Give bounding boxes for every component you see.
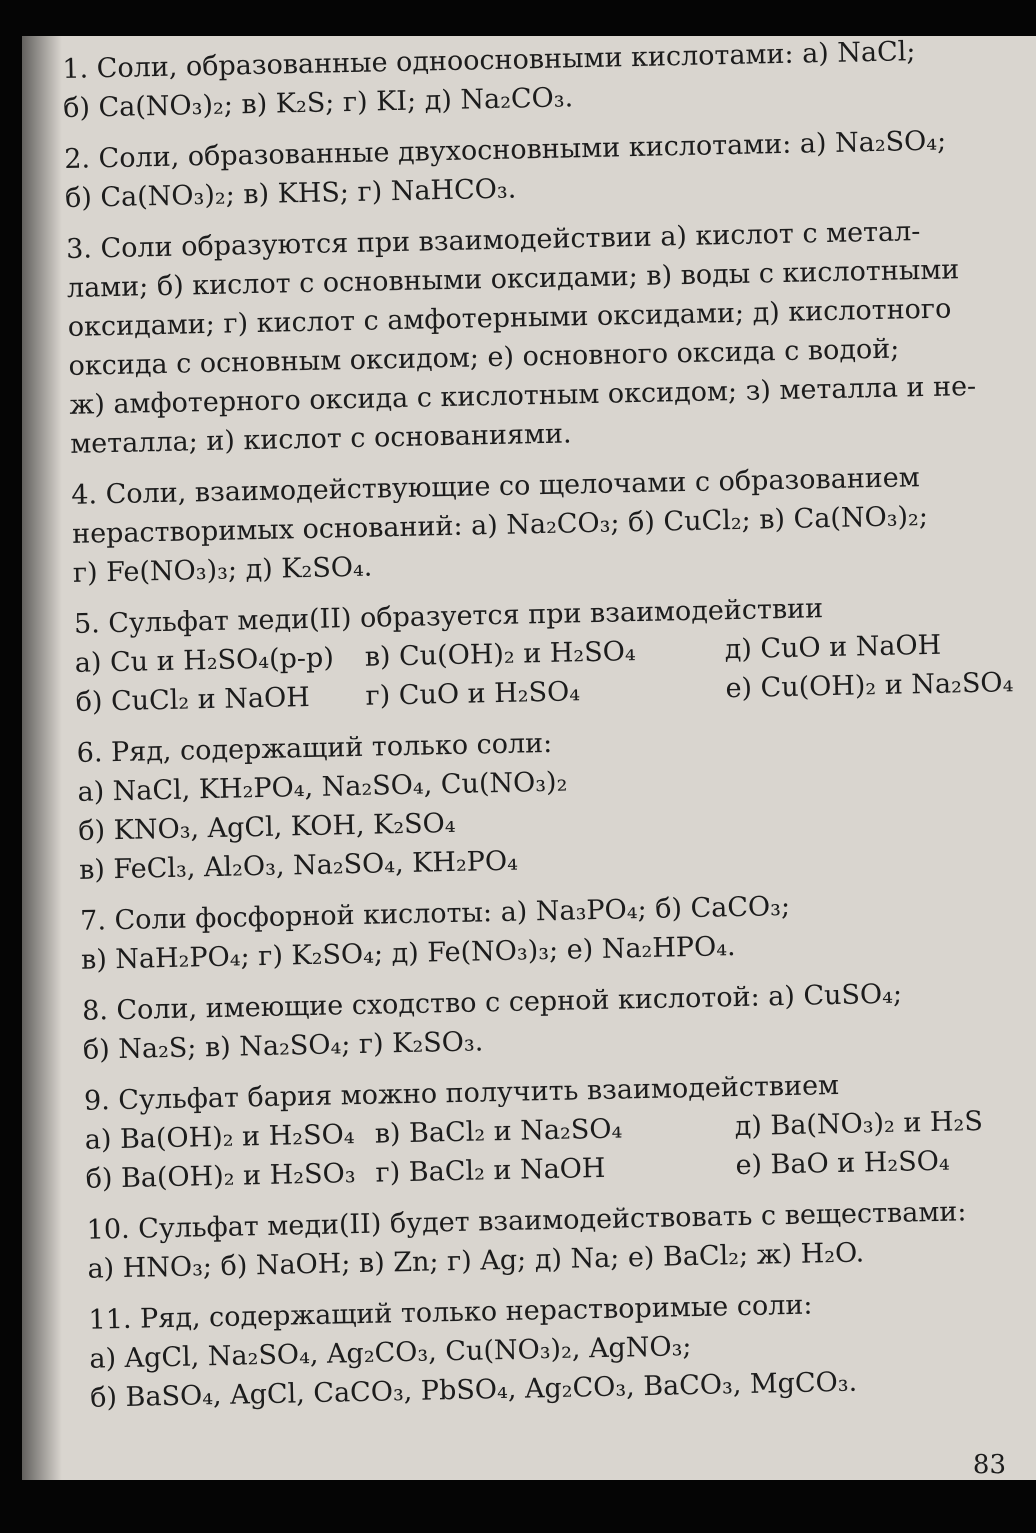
question-9-option-g: г) BaCl₂ и NaOH [375, 1152, 606, 1189]
question-9-option-b: б) Ba(OH)₂ и H₂SO₃ [85, 1158, 356, 1195]
question-7 [80, 882, 1036, 980]
page-number: 83 [972, 1450, 1006, 1480]
question-8 [82, 972, 1036, 1070]
question-5-option-a: а) Cu и H₂SO₄(р-р) [74, 642, 335, 679]
question-9-option-d: д) Ba(NO₃)₂ и H₂S [734, 1105, 984, 1143]
question-3-line-4: оксида с основным оксидом; е) основного оксида с водой; [68, 333, 900, 382]
question-5-title: 5. Сульфат меди(II) образуется при взаимодействии [73, 593, 824, 640]
question-11-option-a: а) AgCl, Na₂SO₄, Ag₂CO₃, Cu(NO₃)₂, AgNO₃; [89, 1331, 692, 1375]
question-1 [62, 36, 1023, 128]
question-9-option-v: в) BaCl₂ и Na₂SO₄ [374, 1113, 623, 1150]
question-10-line-2: а) HNO₃; б) NaOH; в) Zn; г) Ag; д) Na; е) BaCl₂; ж) H₂O. [87, 1237, 865, 1285]
question-3-line-5: ж) амфотерного оксида с кислотным оксидом; з) металла и не- [69, 370, 977, 421]
question-3-line-2: лами; б) кислот с основными оксидами; в) воды с кислотными [66, 254, 960, 304]
question-10-line-1: 10. Сульфат меди(II) будет взаимодействовать с веществами: [86, 1196, 967, 1246]
book-page [22, 36, 1036, 1480]
question-9-option-a: а) Ba(OH)₂ и H₂SO₄ [84, 1119, 355, 1156]
question-7-line-2: в) NaH₂PO₄; г) K₂SO₄; д) Fe(NO₃)₃; е) Na₂HPO₄. [80, 931, 736, 976]
question-5-option-g: г) CuO и H₂SO₄ [365, 676, 581, 712]
question-6-option-v: в) FeCl₃, Al₂O₃, Na₂SO₄, KH₂PO₄ [78, 845, 519, 886]
question-6-option-a: а) NaCl, KH₂PO₄, Na₂SO₄, Cu(NO₃)₂ [77, 766, 568, 808]
question-4-line-3: г) Fe(NO₃)₃; д) K₂SO₄. [72, 551, 373, 589]
question-2-line-2: б) Ca(NO₃)₂; в) KHS; г) NaHCO₃. [64, 173, 517, 214]
question-11 [88, 1281, 1036, 1418]
question-5 [74, 585, 1036, 722]
page-content [62, 36, 1036, 1430]
question-1-line-1: 1. Соли, образованные одноосновными кислотами: а) NaCl; [62, 36, 916, 85]
question-3-line-3: оксидами; г) кислот с амфотерными оксидами; д) кислотного [67, 293, 952, 343]
question-2 [64, 120, 1025, 218]
question-2-line-1: 2. Соли, образованные двухосновными кислотами: а) Na₂SO₄; [63, 125, 947, 175]
question-4-line-1: 4. Соли, взаимодействующие со щелочами с образованием [71, 462, 921, 511]
question-3-line-6: металла; и) кислот с основаниями. [69, 418, 572, 460]
question-1-line-2: б) Ca(NO₃)₂; в) K₂S; г) KI; д) Na₂CO₃. [62, 82, 574, 124]
question-5-option-v: в) Cu(OH)₂ и H₂SO₄ [364, 636, 636, 673]
question-5-option-d: д) CuO и NaOH [724, 629, 942, 666]
question-11-title: 11. Ряд, содержащий только нерастворимые соли: [88, 1289, 813, 1336]
question-3 [66, 210, 1031, 464]
question-4-line-2: нерастворимых оснований: а) Na₂CO₃; б) CuCl₂; в) Ca(NO₃)₂; [71, 500, 929, 550]
question-9-title: 9. Сульфат бария можно получить взаимодействием [83, 1069, 840, 1117]
question-9 [84, 1062, 1036, 1199]
question-5-option-b: б) CuCl₂ и NaOH [75, 681, 311, 718]
question-6-title: 6. Ряд, содержащий только соли: [76, 727, 553, 769]
question-9-option-e: е) BaO и H₂SO₄ [735, 1145, 950, 1182]
question-10 [86, 1191, 1036, 1289]
question-11-option-b: б) BaSO₄, AgCl, CaCO₃, PbSO₄, Ag₂CO₃, BaCO₃, MgCO₃. [89, 1366, 858, 1414]
question-4 [71, 456, 1033, 593]
question-7-line-1: 7. Соли фосфорной кислоты: а) Na₃PO₄; б) CaCO₃; [79, 890, 791, 937]
question-6-option-b: б) KNO₃, AgCl, KOH, K₂SO₄ [78, 807, 456, 847]
question-3-line-1: 3. Соли образуются при взаимодействии а) кислот с метал- [65, 216, 921, 265]
page-binding-shadow [22, 36, 62, 1480]
question-6 [76, 714, 1036, 890]
question-5-option-e: е) Cu(OH)₂ и Na₂SO₄ [725, 667, 1014, 705]
question-8-line-1: 8. Соли, имеющие сходство с серной кислотой: а) CuSO₄; [81, 978, 903, 1027]
question-8-line-2: б) Na₂S; в) Na₂SO₄; г) K₂SO₃. [82, 1026, 484, 1066]
